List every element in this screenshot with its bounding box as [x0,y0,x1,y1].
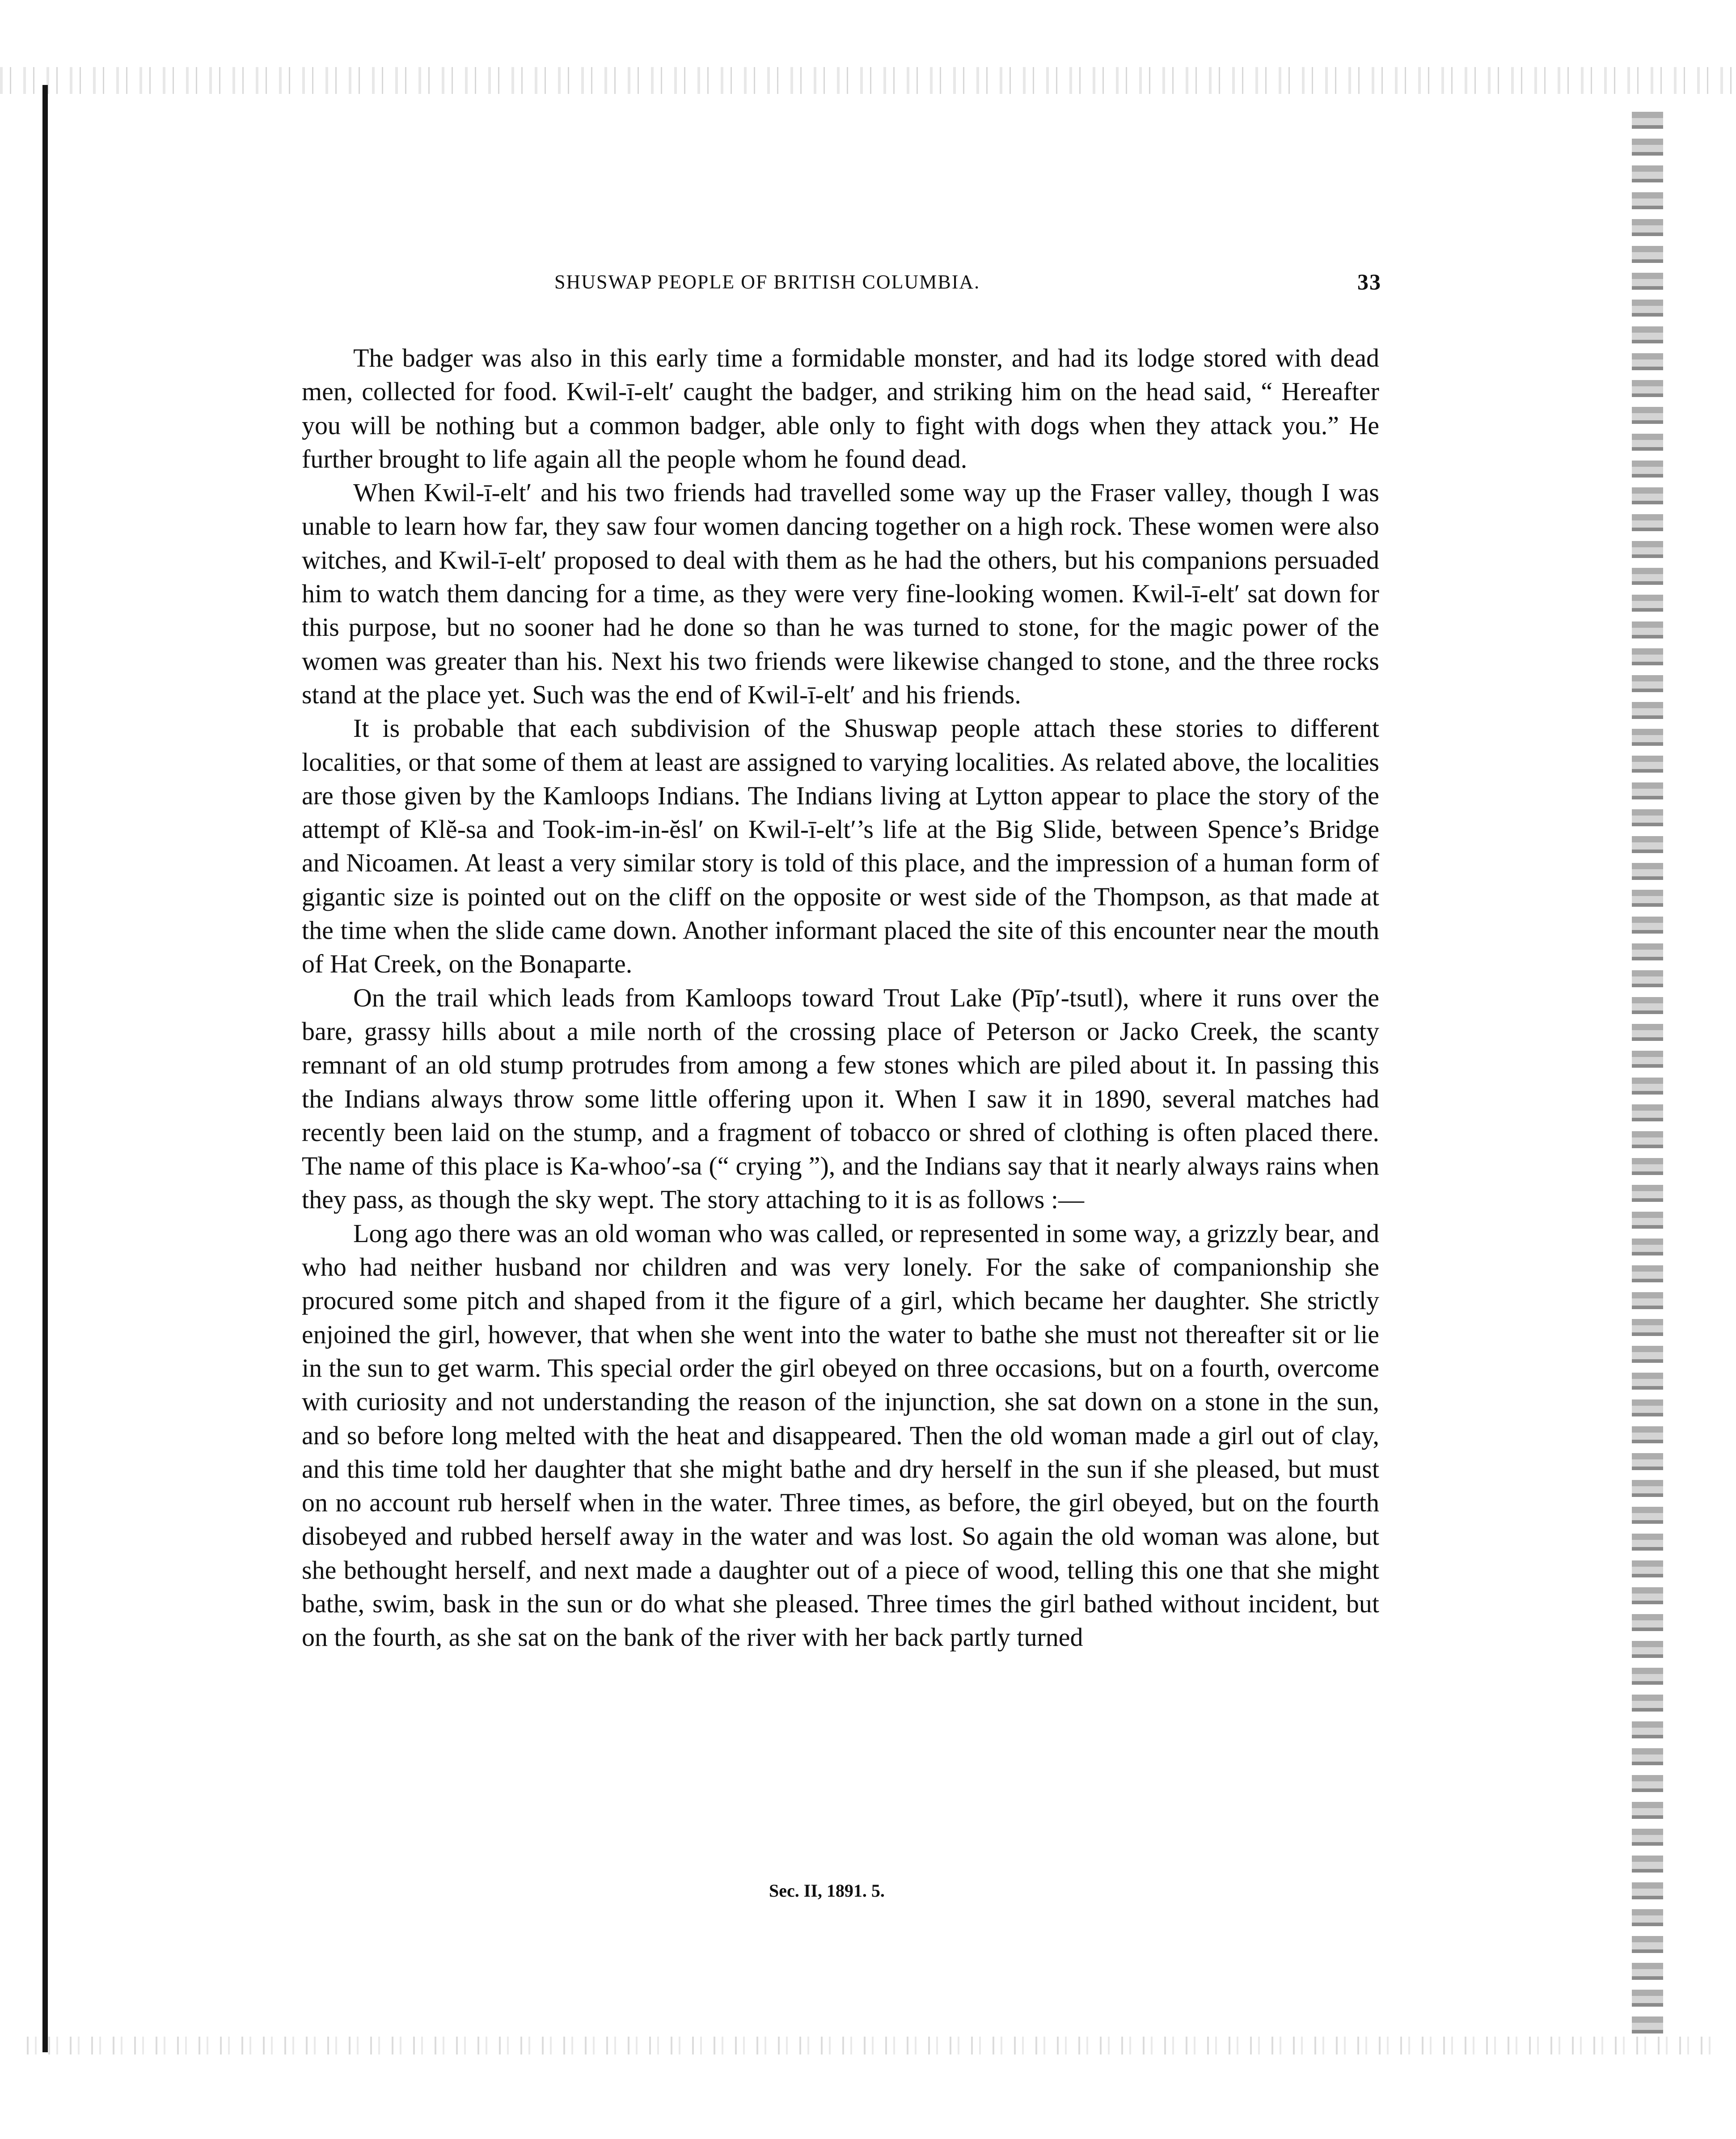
running-title: SHUSWAP PEOPLE OF BRITISH COLUMBIA. [554,271,980,293]
page-number: 33 [1357,269,1381,294]
paragraph-four-women: When Kwil-ī-elt′ and his two friends had travelled some way up the Fraser valley, though I was unable to learn how far, they saw four women dancing together on a high rock. These women were also witches, and Kwil-ī-elt′ proposed to deal with them as he had the others, but his companions persuaded him to watch them dancing for a time, as they were very fine-looking women. Kwil-ī-elt′ sat down for this purpose, but no sooner had he done so than he was turned to stone, for the magic power of the women was greater than his. Next his two friends were likewise changed to stone, and the three rocks stand at the place yet. Such was the end of Kwil-ī-elt′ and his friends. [302,478,1379,709]
paragraph-trail-stump: On the trail which leads from Kamloops toward Trout Lake (Pīp′-tsutl), where it runs over the bare, grassy hills about a mile north of the crossing place of Peterson or Jacko Creek, the scanty remnant of an old stump protrudes from among a few stones which are piled about it. In passing this the Indians always throw some little offering upon it. When I saw it in 1890, several matches had recently been laid on the stump, and a fragment of tobacco or shred of clothing is often placed there. The name of this place is Ka-whoo′-sa (“ crying ”), and the Indians say that it nearly always rains when they pass, as though the sky wept. The story attaching to it is as follows :— [302,983,1379,1214]
scan-edge-left [42,85,48,2052]
scan-edge-top [0,67,1736,94]
signature-mark: Sec. II, 1891. 5. [769,1881,885,1901]
running-head [304,271,1381,302]
scan-edge-bottom [27,2037,1717,2054]
paragraph-localities: It is probable that each subdivision of the Shuswap people attach these stories to different localities, or that some of them at least are assigned to varying localities. As related above, the localities are those given by the Kamloops Indians. The Indians living at Lytton appear to place the story of the attempt of Klĕ-sa and Took-im-in-ĕsl′ on Kwil-ī-elt′’s life at the Big Slide, between Spence’s Bridge and Nicoamen. At least a very similar story is told of this place, and the impression of a human form of gigantic size is pointed out on the cliff on the opposite or west side of the Thompson, as that made at the time when the slide came down. Another informant placed the site of this encounter near the mouth of Hat Creek, on the Bonaparte. [302,714,1379,979]
scan-edge-right [1632,112,1663,2034]
body-text [302,341,1379,1654]
paragraph-badger: The badger was also in this early time a formidable monster, and had its lodge stored with dead men, collected for food. Kwil-ī-elt′ caught the badger, and striking him on the head said, “ Hereafter you will be nothing but a common badger, able only to fight with dogs when they attack you.” He further brought to life again all the people whom he found dead. [302,343,1379,473]
paragraph-grizzly-story: Long ago there was an old woman who was called, or represented in some way, a grizzly bear, and who had neither husband nor children and was very lonely. For the sake of companionship she procured some pitch and shaped from it the figure of a girl, which became her daughter. She strictly enjoined the girl, however, that when she went into the water to bathe she must not thereafter sit or lie in the sun to get warm. This special order the girl obeyed on three occasions, but on a fourth, overcome with curiosity and not understanding the reason of the injunction, she sat down on a stone in the sun, and so before long melted with the heat and disappeared. Then the old woman made a girl out of clay, and this time told her daughter that she might bathe and dry herself in the sun if she pleased, but must on no account rub herself when in the water. Three times, as before, the girl obeyed, but on the fourth disobeyed and rubbed herself away in the water and was lost. So again the old woman was alone, but she bethought herself, and next made a daughter out of a piece of wood, telling this one that she might bathe, swim, bask in the sun or do what she pleased. Three times the girl bathed without incident, but on the fourth, as she sat on the bank of the river with her back partly turned [302,1218,1379,1652]
